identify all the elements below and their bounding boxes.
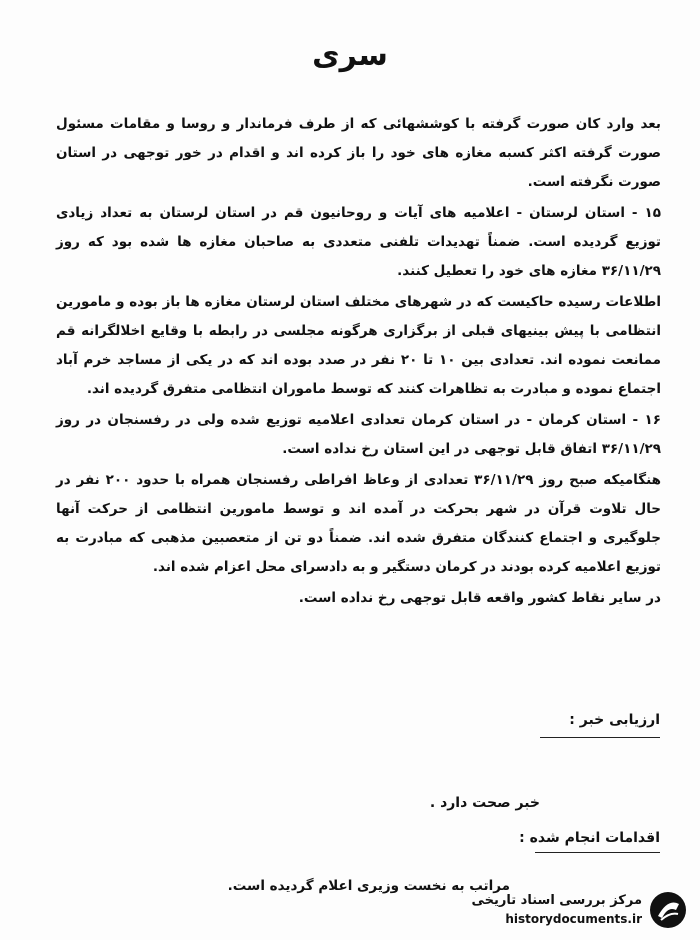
- watermark-name: مرکز بررسی اسناد تاریخی: [471, 893, 642, 908]
- evaluation-label: ارزیابی خبر :: [569, 712, 660, 728]
- paragraph-lorestan-info: اطلاعات رسیده حاکیست که در شهرهای مختلف استان لرستان مغازه ها باز بوده و مامورین انتظامی با پیش بینیهای قبلی از برگزاری هرگونه مجلسی در رابطه با وقایع اخلالگرانه قم ممانعت نموده اند. تعدادی بین ۱۰ تا ۲۰ نفر در صدد بوده اند که در یکی از مساجد خرم آباد اجتماع نموده و مبادرت به تظاهرات کنند که توسط ماموران انتظامی متفرق گردیده اند.: [56, 294, 661, 397]
- paragraph-rafsanjan: هنگامیکه صبح روز ۳۶/۱۱/۲۹ تعدادی از وعاظ افراطی رفسنجان همراه با حدود ۲۰۰ نفر در حال تلاوت قرآن در شهر بحرکت در آمده اند و توسط مامورین انتظامی از حرکت آنها جلوگیری و اجتماع کنندگان متفرق شده اند. ضمناً دو تن از متعصبین مذهبی که مبادرت به توزیع اعلامیه کرده بودند در کرمان دستگیر و به دادسرای محل اعزام شده اند.: [56, 472, 661, 575]
- watermark: [472, 890, 689, 930]
- archive-logo-icon: [648, 890, 688, 930]
- paragraph-kerman: ۱۶ - استان کرمان - در استان کرمان تعدادی اعلامیه توزیع شده ولی در رفسنجان در روز ۳۶/۱۱/۲۹ اتفاق قابل توجهی در این استان رخ نداده است.: [56, 412, 661, 457]
- document-body: [56, 110, 661, 615]
- watermark-url: historydocuments.ir: [505, 912, 642, 926]
- paragraph-other-areas: در سایر نقاط کشور واقعه قابل توجهی رخ نداده است.: [298, 590, 661, 606]
- evaluation-value: خبر صحت دارد .: [429, 795, 540, 811]
- actions-underline: [535, 852, 660, 853]
- evaluation-underline: [540, 737, 660, 738]
- actions-label: اقدامات انجام شده :: [519, 830, 660, 846]
- paragraph-lorestan: ۱۵ - استان لرستان - اعلامیه های آیات و روحانیون قم در استان لرستان به تعداد زیادی توزیع گردیده است. ضمناً تهدیدات تلفنی متعددی به صاحبان مغازه ها شده بود که روز ۳۶/۱۱/۲۹ مغازه های خود را تعطیل کنند.: [56, 205, 661, 279]
- paragraph-intro: بعد وارد کان صورت گرفته با کوششهائی که از طرف فرماندار و روسا و مقامات مسئول صورت گرفته اکثر کسبه مغازه های خود را باز کرده اند و اقدام در خور توجهی در استان صورت نگرفته است.: [56, 116, 661, 190]
- document-title: سری: [312, 38, 388, 73]
- footer-note: مراتب به نخست وزیری اعلام گردیده است.: [227, 878, 510, 894]
